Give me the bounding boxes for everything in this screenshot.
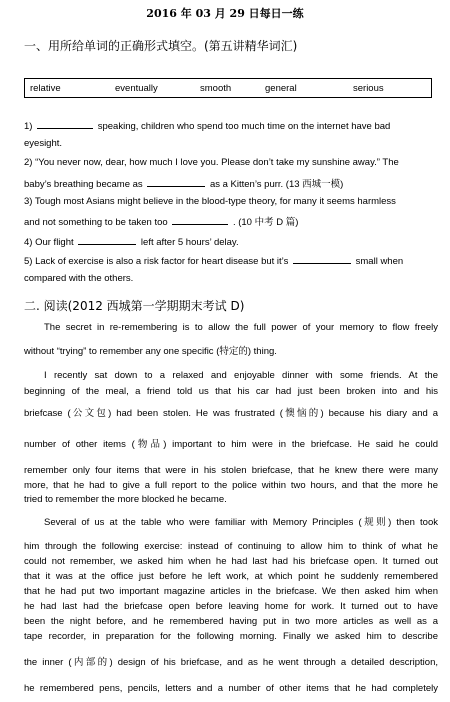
question-5-text: 5) Lack of exercise is also a risk factor for heart disease but it’s: [24, 256, 289, 267]
question-3-text: and not something to be taken too: [24, 217, 168, 228]
passage-line: The secret in re-remembering is to allow the full power of your memory to flow freely: [44, 322, 438, 333]
passage-line: him through the following exercise: instead of continuing to allow him to think of what he: [24, 541, 438, 552]
passage-line: more, that he had to give a full report to the police within two hours, and that the more he: [24, 480, 438, 491]
question-5-line1: [24, 254, 438, 268]
section1-heading: 一、用所给单词的正确形式填空。(第五讲精华词汇): [24, 39, 298, 53]
answer-blank[interactable]: [147, 177, 205, 187]
page-title: 2016 年 03 月 29 日每日一练: [146, 7, 304, 20]
question-5-text-mid: small when: [355, 256, 404, 267]
question-4: [24, 235, 438, 249]
passage-line: tried to remember the more blocked he became.: [24, 494, 227, 505]
question-1-cont: eyesight.: [24, 138, 63, 149]
question-2-line2: [24, 177, 438, 191]
question-2-text-end: as a Kitten’s purr. (13 西城一模): [209, 179, 344, 190]
word-bank-box: [24, 78, 432, 98]
question-4-text: 4) Our flight: [24, 237, 74, 248]
passage-line: could not remember, we asked him when he had last had his briefcase open. It turned out: [24, 556, 438, 567]
passage-line: Several of us at the table who were familiar with Memory Principles (规则) then took: [44, 517, 438, 528]
passage-line: number of other items (物品) important to him were in the briefcase. He said he could: [24, 439, 438, 450]
answer-blank[interactable]: [37, 119, 93, 129]
passage-line: that it was at the office just before he left work, at which point he suddenly remembered: [24, 571, 438, 582]
passage-line: beginning of the meal, a friend told us that his car had just been broken into and his: [24, 386, 438, 397]
passage-line: been the night before, and he remembered having put in two more articles as well as a: [24, 616, 438, 627]
passage-line: remember only four items that were in his stolen briefcase, that he knew there were many: [24, 465, 438, 476]
question-3-line1: 3) Tough most Asians might believe in the blood-type theory, for many it seems harmless: [24, 196, 396, 207]
passage-line: that he had put two important magazine articles in the briefcase. We then asked him when: [24, 586, 438, 597]
question-1: [24, 119, 438, 133]
word-bank-item: eventually: [115, 83, 158, 94]
passage-line: the inner (内部的) design of his briefcase, and as he went through a detailed description,: [24, 657, 438, 668]
question-3-text-end: . (10 中考 D 篇): [232, 217, 299, 228]
passage-line: he remembered pens, pencils, letters and a number of other items that he had completely: [24, 683, 438, 694]
word-bank-item: serious: [353, 83, 384, 94]
answer-blank[interactable]: [293, 254, 351, 264]
question-1-text: speaking, children who spend too much time on the internet have bad: [97, 121, 391, 132]
passage-line: tape recorder, in preparation for the following morning. Finally we asked him to describe: [24, 631, 438, 642]
question-5-line2: compared with the others.: [24, 273, 134, 284]
word-bank-item: general: [265, 83, 297, 94]
question-3-line2: [24, 215, 438, 229]
question-2-line1: 2) “You never now, dear, how much I love you. Please don’t take my sunshine away.” The: [24, 157, 399, 168]
section2-heading: 二. 阅读(2012 西城第一学期期末考试 D): [24, 299, 245, 313]
question-2-text: baby’s breathing became as: [24, 179, 143, 190]
answer-blank[interactable]: [78, 235, 136, 245]
passage-line: briefcase (公文包) had been stolen. He was frustrated (懊恼的) because his diary and a: [24, 408, 438, 419]
question-4-text-end: left after 5 hours’ delay.: [140, 237, 239, 248]
question-1-number: 1): [24, 121, 33, 132]
passage-line: he had last had the briefcase open before leaving home for work. It turned out to have: [24, 601, 438, 612]
passage-line: I recently sat down to a relaxed and enjoyable dinner with some friends. At the: [44, 370, 438, 381]
answer-blank[interactable]: [172, 215, 228, 225]
word-bank-item: smooth: [200, 83, 232, 94]
passage-line: without “trying” to remember any one specific (特定的) thing.: [24, 346, 277, 357]
word-bank-item: relative: [30, 83, 61, 94]
